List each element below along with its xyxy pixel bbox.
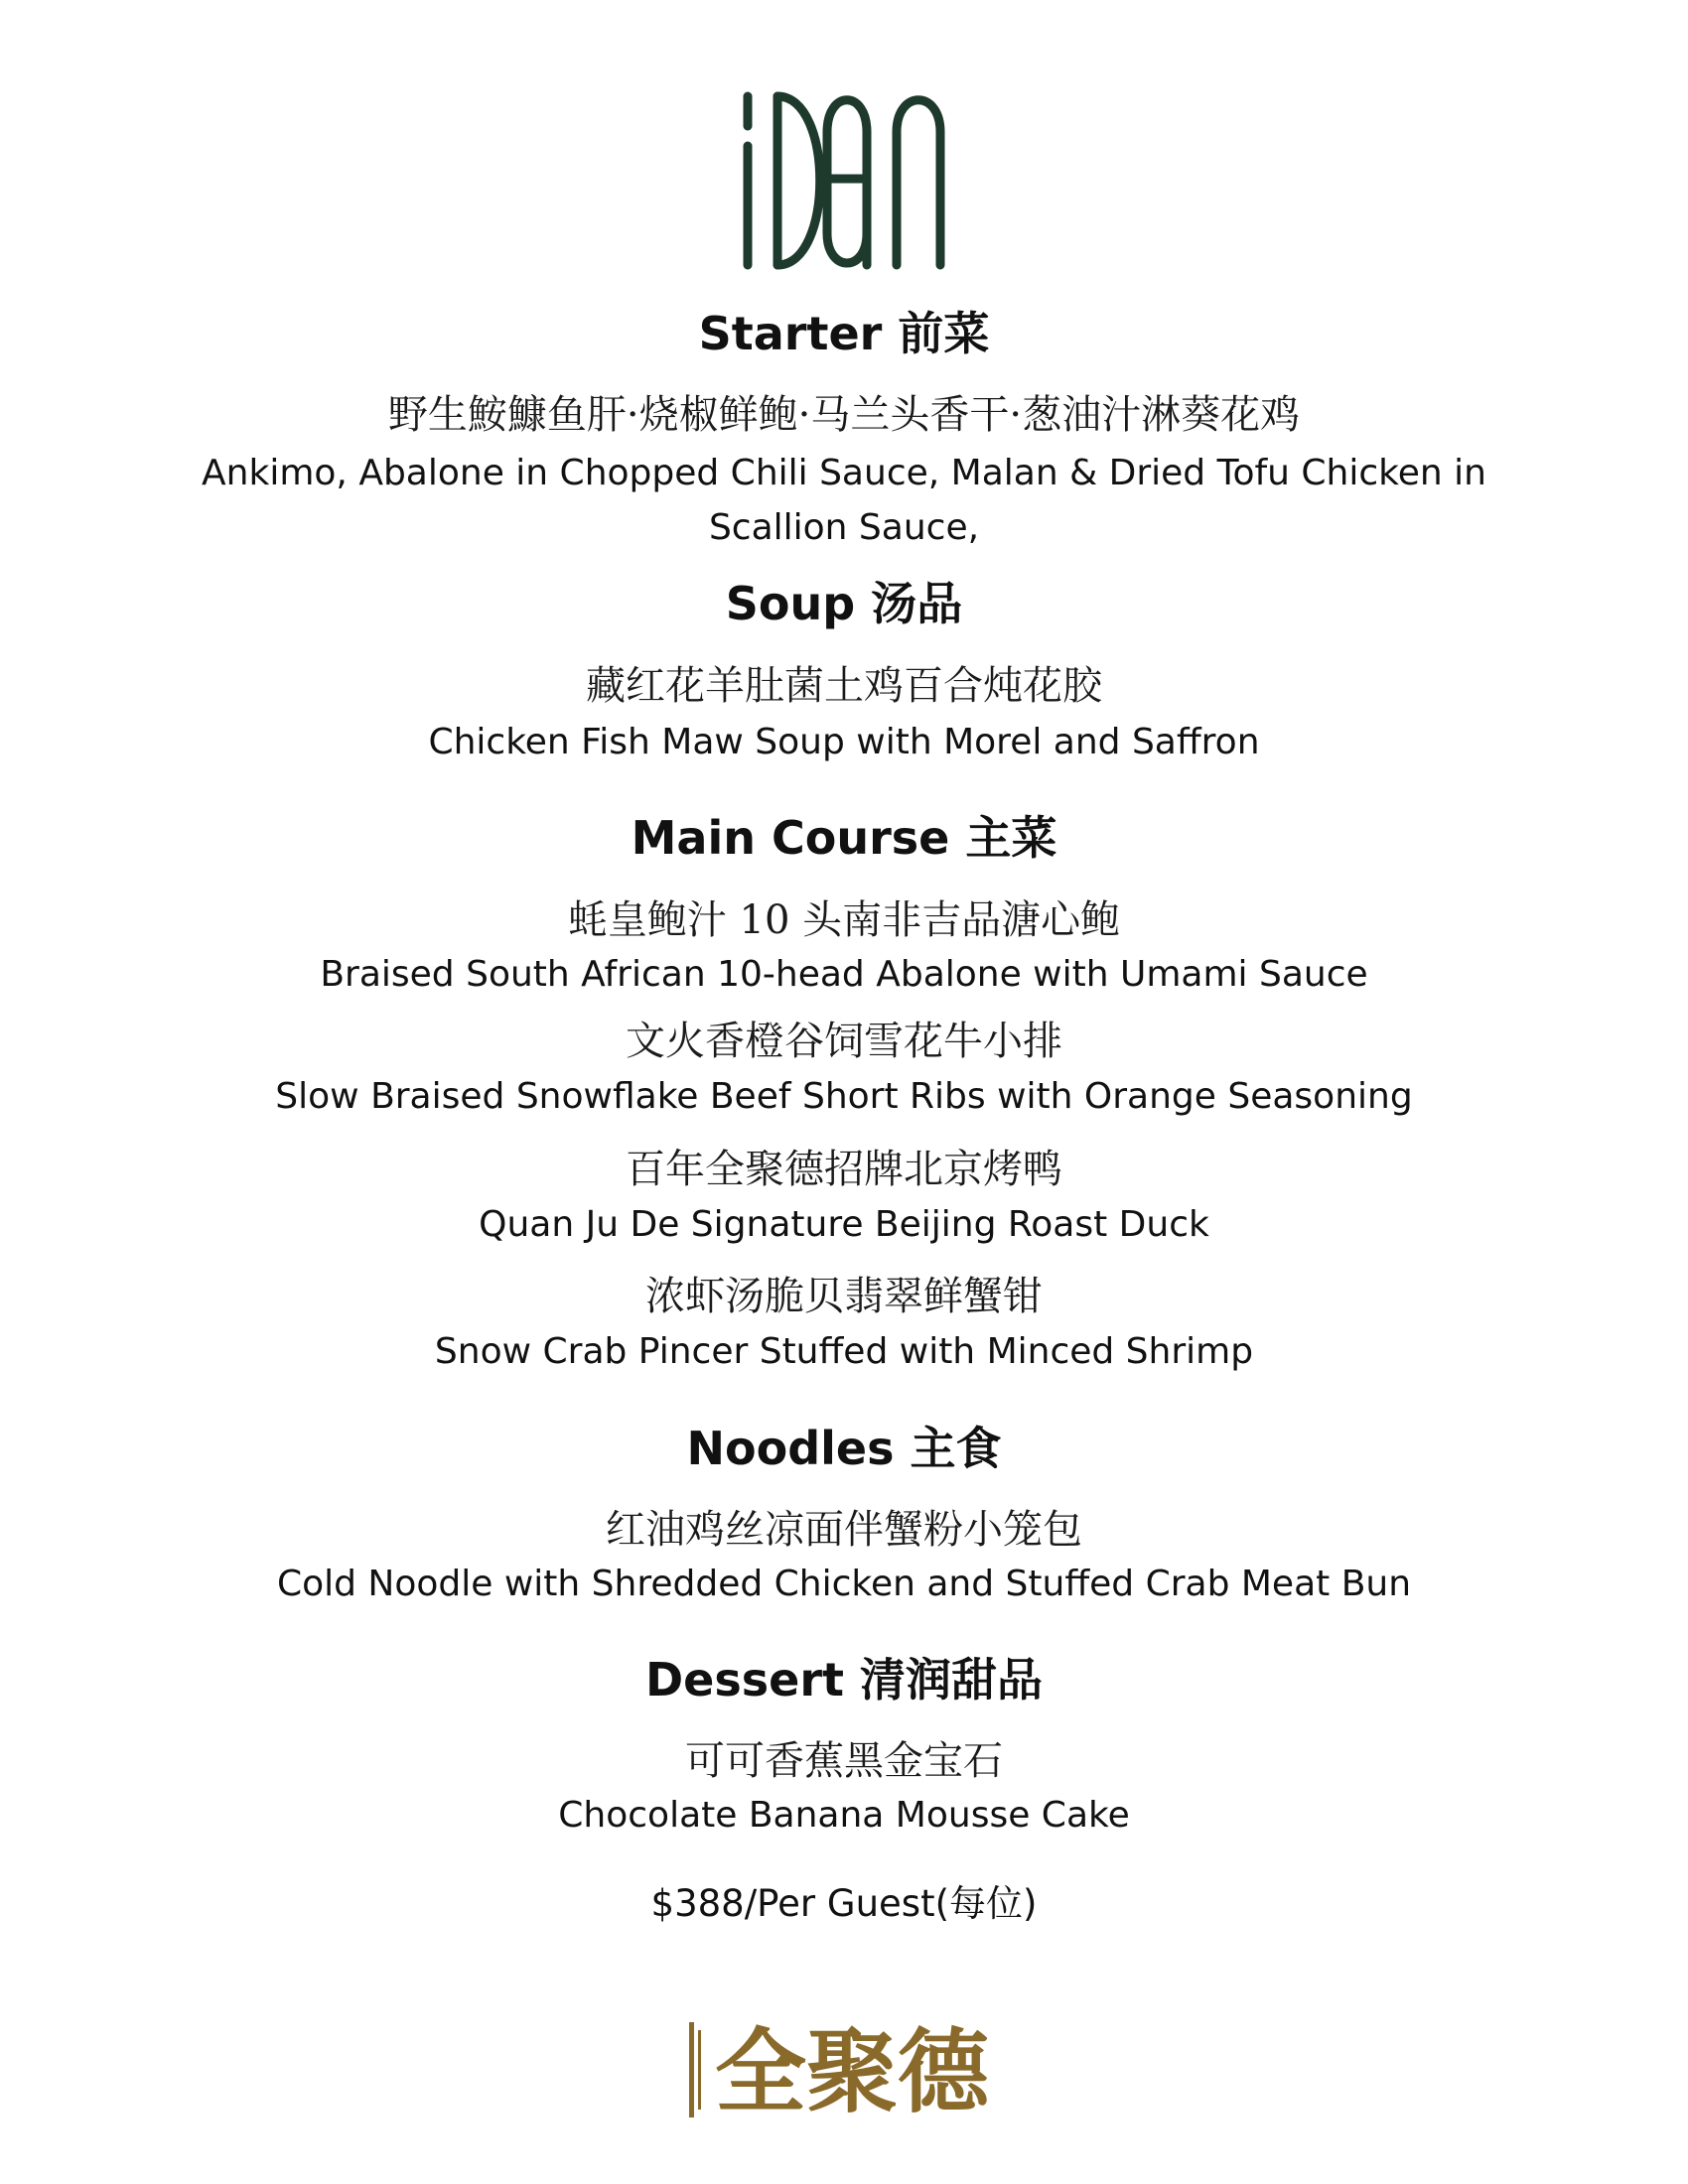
dish-name-zh: 蚝皇鲍汁 10 头南非吉品溏心鲍 [567,897,1121,943]
dish-name-zh: 可可香蕉黑金宝石 [685,1738,1003,1784]
dish-name-zh: 藏红花羊肚菌土鸡百合炖花胶 [586,663,1102,709]
dish-name-en: Chocolate Banana Mousse Cake [558,1795,1130,1836]
section-heading-main-course: Main Course 主菜 [631,811,1057,865]
dish-name-en: Ankimo, Abalone in Chopped Chili Sauce, Malan & Dried Tofu Chicken in Scallion Sauce, [202,453,1486,548]
dish-name-en: Snow Crab Pincer Stuffed with Minced Shrimp [434,1331,1254,1372]
dish-name-zh: 红油鸡丝凉面伴蟹粉小笼包 [606,1507,1082,1553]
dish-name-zh: 文火香橙谷饲雪花牛小排 [626,1019,1062,1064]
dish-name-zh: 浓虾汤脆贝翡翠鲜蟹钳 [645,1274,1043,1319]
price-per-guest: $388/Per Guest(每位) [650,1882,1038,1925]
section-heading-noodles: Noodles 主食 [686,1422,1002,1475]
iden-logo [740,84,948,273]
dish-name-zh: 野生鮟鱇鱼肝·烧椒鲜鲍·马兰头香干·葱油汁淋葵花鸡 [387,392,1301,438]
dish-name-zh: 百年全聚德招牌北京烤鸭 [626,1147,1062,1192]
dish-name-en: Chicken Fish Maw Soup with Morel and Saffron [428,722,1260,762]
dish-name-en: Quan Ju De Signature Beijing Roast Duck [479,1204,1209,1245]
section-heading-soup: Soup 汤品 [725,577,963,630]
dish-name-en: Braised South African 10-head Abalone with Umami Sauce [320,954,1368,995]
quanjude-logo-text: 全聚德 [714,2018,990,2125]
dish-name-en: Cold Noodle with Shredded Chicken and Stuffed Crab Meat Bun [276,1564,1412,1604]
dish-name-en: Slow Braised Snowflake Beef Short Ribs with Orange Seasoning [275,1076,1413,1117]
quanjude-logo [685,2000,1003,2139]
section-heading-starter: Starter 前菜 [698,307,990,360]
section-heading-dessert: Dessert 清润甜品 [644,1653,1044,1706]
